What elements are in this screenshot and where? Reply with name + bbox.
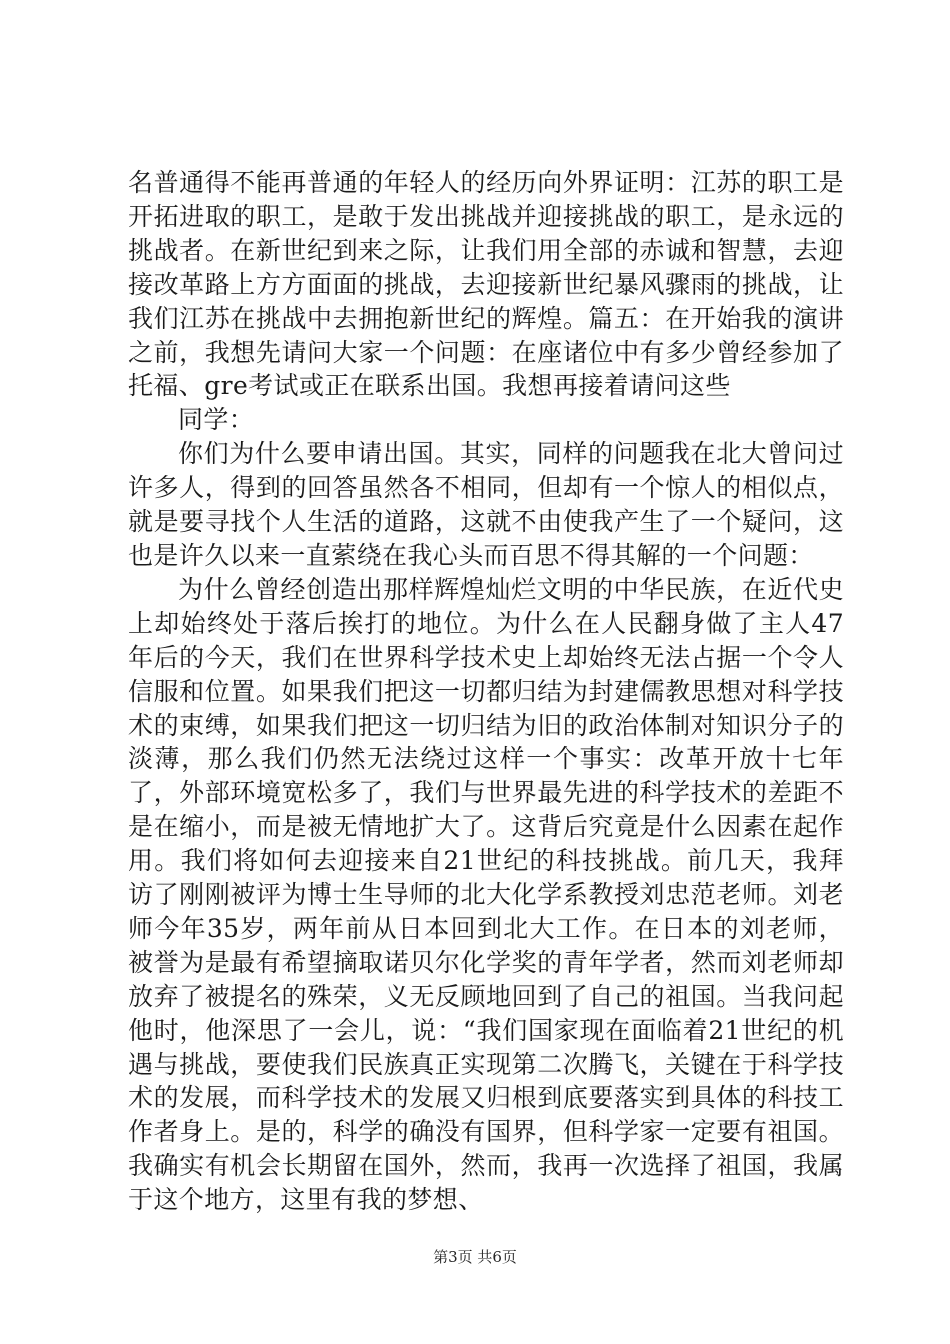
paragraph-continuation: 名普通得不能再普通的年轻人的经历向外界证明：江苏的职工是开拓进取的职工，是敢于发出挑战并迎接挑战的职工，是永远的挑战者。在新世纪到来之际，让我们用全部的赤诚和智慧，去迎接改革路上方方面面的挑战，去迎接新世纪暴风骤雨的挑战，让我们江苏在挑战中去拥抱新世纪的辉煌。篇五：在开始我的演讲之前，我想先请问大家一个问题：在座诸位中有多少曾经参加了托福、gre考试或正在联系出国。我想再接着请问这些: [128, 168, 844, 401]
paragraph-salutation: 同学：: [178, 405, 255, 435]
paragraph-question: 你们为什么要申请出国。其实，同样的问题我在北大曾问过许多人，得到的回答虽然各不相同，但却有一个惊人的相似点，就是要寻找个人生活的道路，这就不由使我产生了一个疑问，这也是许久以来一直萦绕在我心头而百思不得其解的一个问题：: [128, 439, 844, 570]
body-text: [128, 166, 844, 1217]
page-number-footer: 第3页 共6页: [433, 1248, 517, 1266]
paragraph-main: 为什么曾经创造出那样辉煌灿烂文明的中华民族，在近代史上却始终处于落后挨打的地位。为什么在人民翻身做了主人47年后的今天，我们在世界科学技术史上却始终无法占据一个令人信服和位置。如果我们把这一切都归结为封建儒教思想对科学技术的束缚，如果我们把这一切归结为旧的政治体制对知识分子的淡薄，那么我们仍然无法绕过这样一个事实：改革开放十七年了，外部环境宽松多了，我们与世界最先进的科学技术的差距不是在缩小，而是被无情地扩大了。这背后究竟是什么因素在起作用。我们将如何去迎接来自21世纪的科技挑战。前几天，我拜访了刚刚被评为博士生导师的北大化学系教授刘忠范老师。刘老师今年35岁，两年前从日本回到北大工作。在日本的刘老师，被誉为是最有希望摘取诺贝尔化学奖的青年学者，然而刘老师却放弃了被提名的殊荣，义无反顾地回到了自己的祖国。当我问起他时，他深思了一会儿，说：“我们国家现在面临着21世纪的机遇与挑战，要使我们民族真正实现第二次腾飞，关键在于科学技术的发展，而科学技术的发展又归根到底要落实到具体的科技工作者身上。是的，科学的确没有国界，但科学家一定要有祖国。我确实有机会长期留在国外，然而，我再一次选择了祖国，我属于这个地方，这里有我的梦想、: [128, 574, 844, 1215]
